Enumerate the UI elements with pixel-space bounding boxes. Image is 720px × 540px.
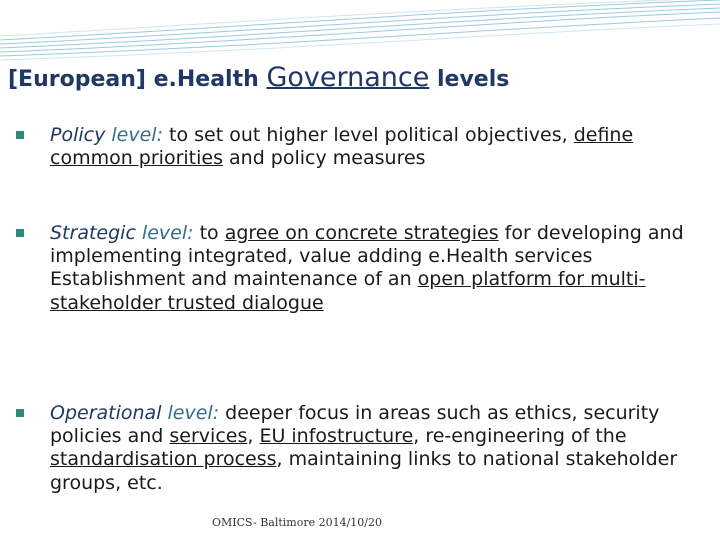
bullet-text-segment: Establishment and maintenance of an (50, 268, 418, 291)
bullet-text-segment: higher level political objectives, (266, 124, 568, 146)
bullet-keyword-level: level (161, 402, 213, 424)
bullet-text-segment: deeper focus in areas such as ethics, security policies and (50, 402, 660, 448)
bullet-text (50, 402, 696, 495)
bullet-colon: : (156, 124, 163, 146)
bullet-colon: : (187, 222, 194, 244)
bullet-keyword: Policy (50, 124, 106, 146)
bullet-keyword: Operational (50, 402, 162, 424)
bullet-text-segment: EU infostructure (259, 425, 414, 448)
bullet-text-segment: , maintaining links to national stakeholder groups, etc. (50, 448, 678, 494)
bullet-colon: : (212, 402, 220, 424)
bullet-text-segment: and policy measures (222, 147, 426, 170)
bullet-text (50, 124, 696, 170)
bullet-text-segment: standardisation process (50, 448, 277, 471)
bullet-operational-level (16, 402, 696, 495)
bullet-keyword-level: level (105, 124, 157, 146)
bullet-text-segment: to (193, 222, 225, 244)
bullet-text (50, 222, 696, 315)
bullet-text-segment: for developing and implementing integrated, value adding e.Health services (50, 222, 684, 268)
slide-title (8, 62, 509, 94)
title-suffix: levels (429, 67, 510, 92)
bullet-marker-icon (16, 409, 24, 417)
bullet-text-segment: agree on concrete strategies (224, 222, 499, 244)
bullet-text-segment: to set out (162, 124, 267, 146)
bullet-text-segment: define common priorities (50, 124, 634, 170)
title-prefix: [European] e.Health (8, 67, 267, 92)
bullet-text-segment: , re-engineering of the (413, 425, 627, 448)
bullet-policy-level (16, 124, 696, 170)
bullet-text-segment: , (247, 425, 260, 448)
bullet-text-segment: services (169, 425, 248, 448)
bullet-marker-icon (16, 131, 24, 139)
title-emphasis: Governance (266, 62, 430, 93)
bullet-text-segment: open platform for multi-stakeholder trusted dialogue (50, 268, 646, 314)
bullet-marker-icon (16, 229, 24, 237)
bullet-keyword-level: level (135, 222, 188, 244)
bullet-strategic-level (16, 222, 696, 315)
slide-footer: OMICS- Baltimore 2014/10/20 (212, 516, 383, 529)
bullet-keyword: Strategic (50, 222, 136, 244)
